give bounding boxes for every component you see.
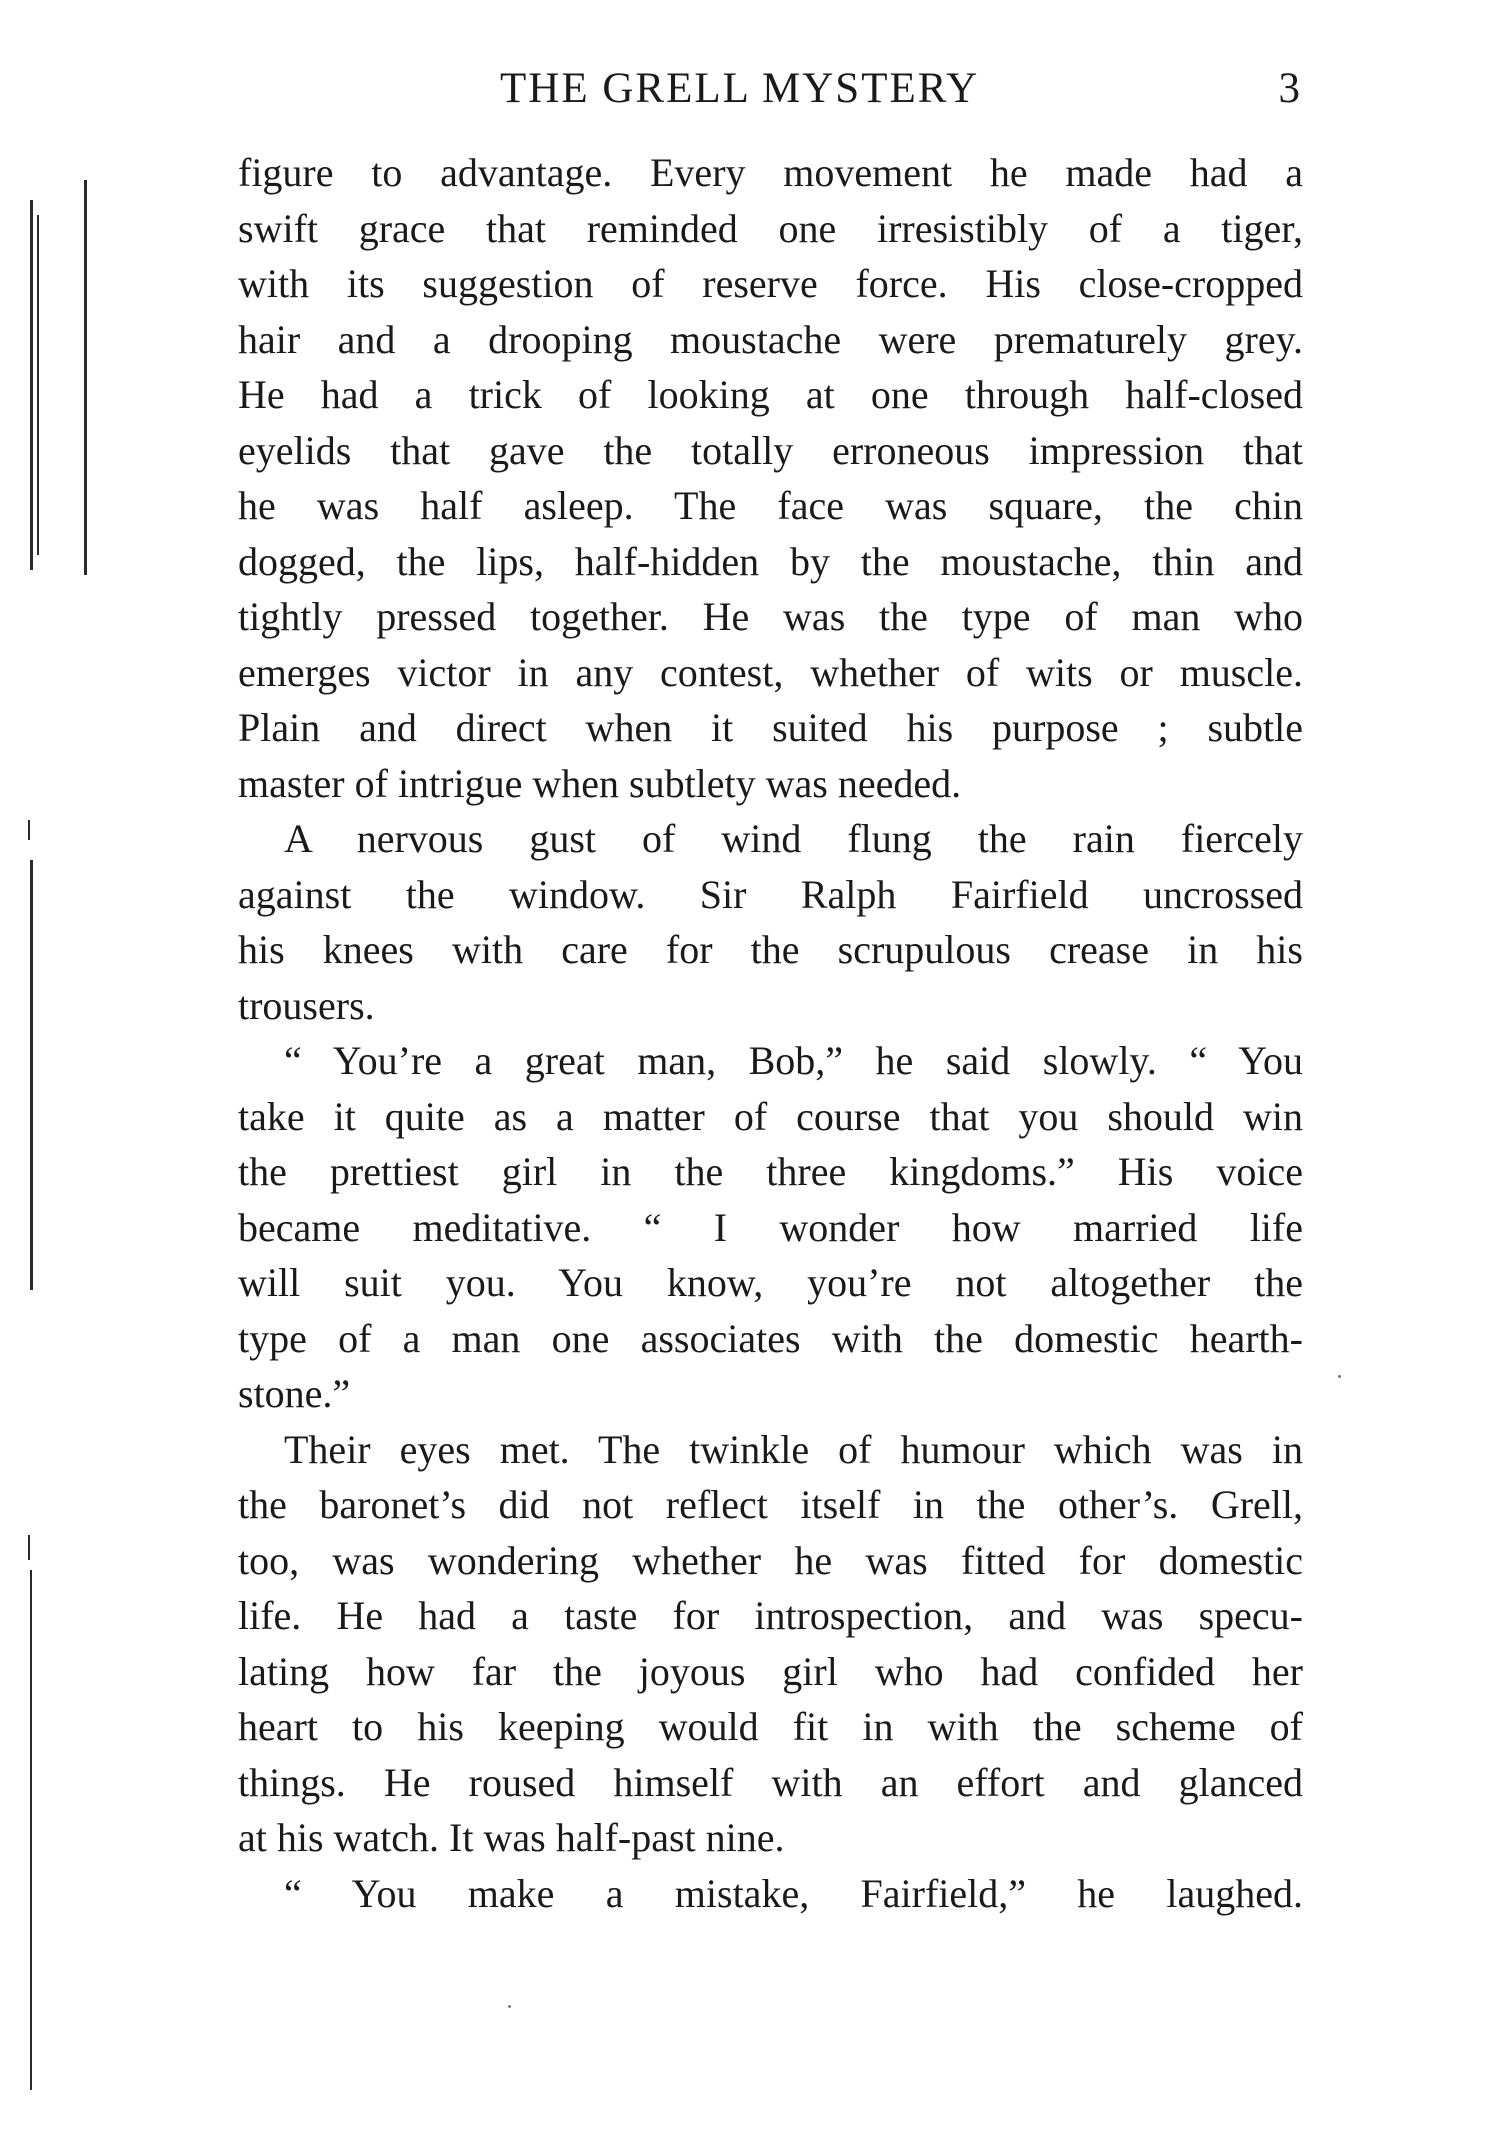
text-line: hair and a drooping moustache were prematurely grey. <box>238 316 1303 362</box>
text-line: master of intrigue when subtlety was needed. <box>238 760 962 806</box>
margin-scan-marks <box>0 0 120 2141</box>
text-line: Their eyes met. The twinkle of humour which was in <box>284 1426 1303 1472</box>
text-line: with its suggestion of reserve force. His close-cropped <box>238 261 1303 306</box>
text-line: dogged, the lips, half-hidden by the moustache, thin and <box>238 538 1303 584</box>
text-line: heart to his keeping would fit in with the scheme of <box>238 1704 1303 1749</box>
text-line: will suit you. You know, you’re not altogether the <box>238 1260 1303 1305</box>
text-line: Plain and direct when it suited his purpose ; subtle <box>238 705 1303 750</box>
text-line: emerges victor in any contest, whether of wits or muscle. <box>238 649 1303 695</box>
scan-speck <box>1338 1375 1341 1378</box>
margin-mark <box>30 1570 32 2090</box>
page-number: 3 <box>1278 65 1302 112</box>
text-line: he was half asleep. The face was square, the chin <box>238 483 1303 528</box>
text-line: too, was wondering whether he was fitted for domestic <box>238 1537 1303 1583</box>
text-line: eyelids that gave the totally erroneous impression that <box>238 427 1303 473</box>
text-line: lating how far the joyous girl who had confided her <box>238 1648 1303 1694</box>
running-title: THE GRELL MYSTERY <box>500 65 980 112</box>
margin-mark <box>30 860 33 1290</box>
margin-mark <box>28 820 30 840</box>
text-line: the prettiest girl in the three kingdoms.” His voice <box>238 1149 1303 1194</box>
text-line: at his watch. It was half-past nine. <box>238 1815 785 1860</box>
text-line: life. He had a taste for introspection, and was specu- <box>238 1593 1303 1638</box>
scan-speck <box>508 2005 511 2008</box>
text-line: his knees with care for the scrupulous crease in his <box>238 927 1303 972</box>
text-line: take it quite as a matter of course that you should win <box>238 1093 1303 1139</box>
text-line: type of a man one associates with the domestic hearth- <box>238 1315 1303 1361</box>
text-line: tightly pressed together. He was the type of man who <box>238 594 1303 639</box>
margin-mark <box>30 200 33 570</box>
body-text <box>238 145 1303 1921</box>
text-line: stone.” <box>238 1371 351 1416</box>
text-line: He had a trick of looking at one through half-closed <box>238 372 1303 417</box>
margin-mark <box>28 1535 30 1560</box>
text-line: against the window. Sir Ralph Fairfield uncrossed <box>238 871 1303 917</box>
margin-mark <box>84 180 87 575</box>
text-line: became meditative. “ I wonder how married life <box>238 1204 1303 1250</box>
text-line: “ You’re a great man, Bob,” he said slowly. “ You <box>284 1038 1303 1083</box>
text-line: the baronet’s did not reflect itself in the other’s. Grell, <box>238 1482 1303 1527</box>
text-line: figure to advantage. Every movement he made had a <box>238 150 1303 195</box>
text-line: things. He roused himself with an effort and glanced <box>238 1759 1303 1805</box>
margin-mark <box>37 215 39 555</box>
text-line: trousers. <box>238 982 375 1028</box>
text-line: swift grace that reminded one irresistibly of a tiger, <box>238 205 1303 251</box>
running-head <box>470 64 1310 114</box>
text-line: “ You make a mistake, Fairfield,” he laughed. <box>284 1870 1303 1916</box>
text-line: A nervous gust of wind flung the rain fiercely <box>284 816 1303 861</box>
